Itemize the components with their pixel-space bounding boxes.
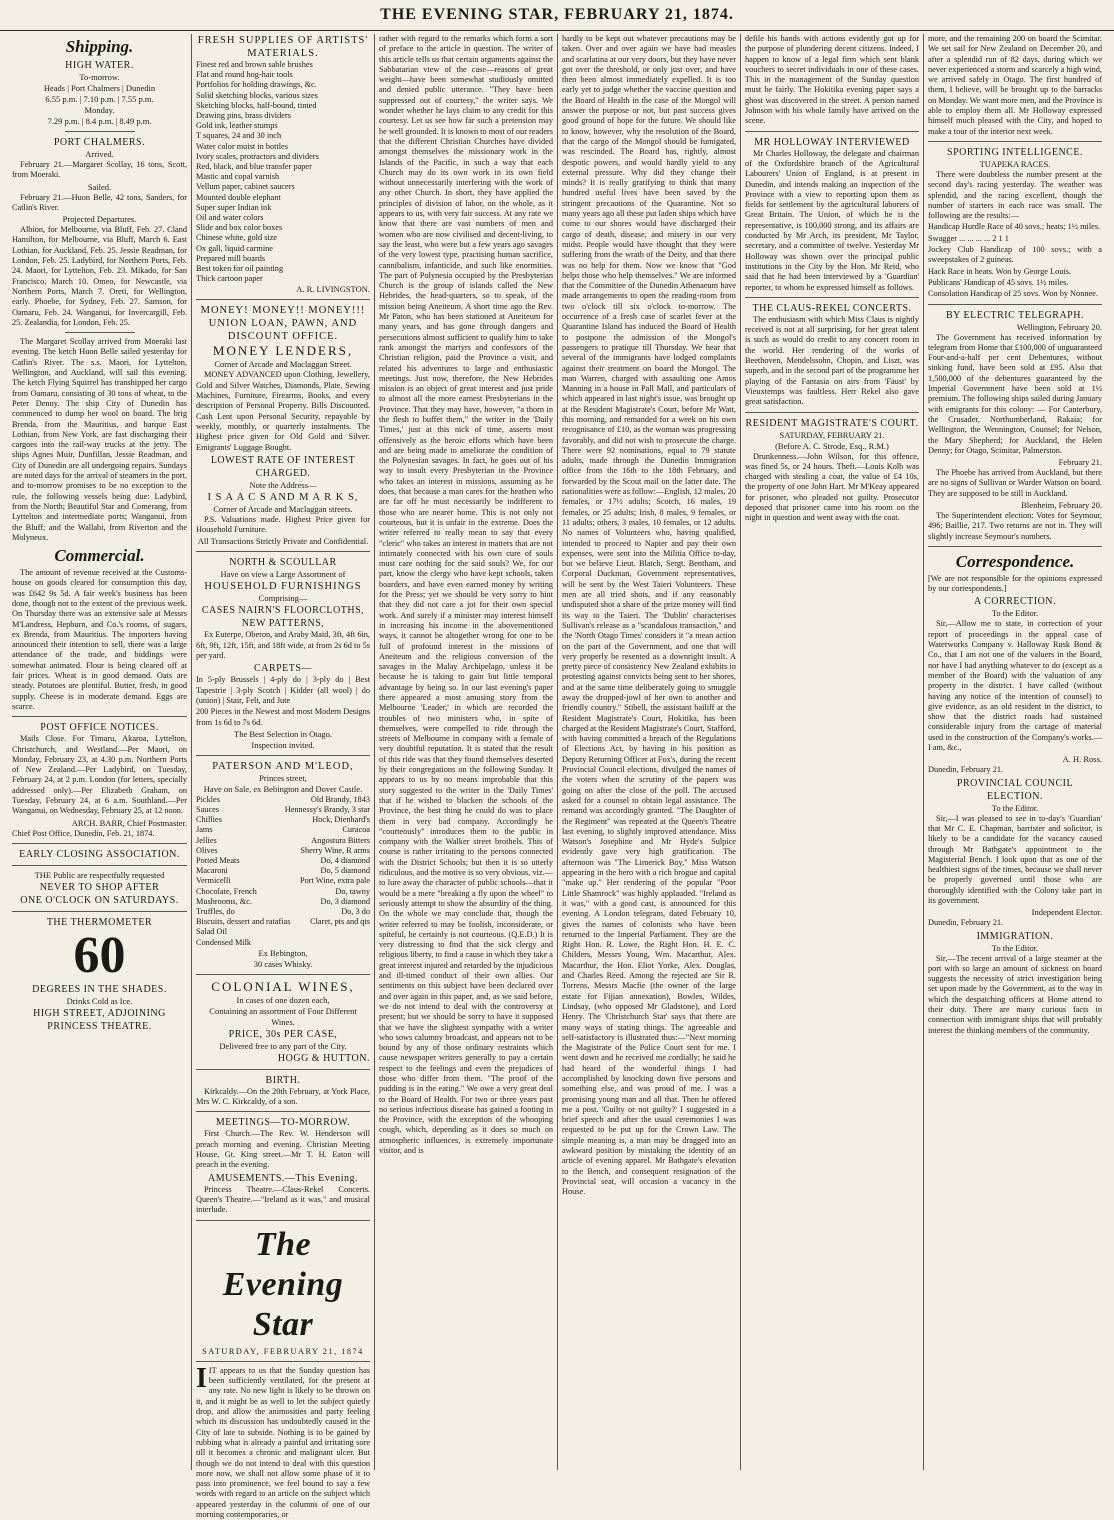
high-water-heading: HIGH WATER. [65, 60, 134, 71]
goods-left: Mushrooms, &c. [196, 896, 253, 906]
goods-row [196, 856, 370, 866]
early-closing-heading: EARLY CLOSING ASSOCIATION. [19, 848, 180, 860]
fresh-item: Drawing pins, brass dividers [196, 111, 291, 121]
goods-left: Chocolate, French [196, 886, 257, 896]
fresh-item: Prepared mill boards [196, 253, 266, 263]
hack-race: Hack Race in heats. Won by George Louis. [928, 266, 1072, 276]
fresh-item: Oil and water colors [196, 213, 264, 223]
immigration-text: Sir,—The recent arrival of a large steamer at the port with so large an amount of sickness on board suggests the necessity of strict investigation being set upon made by the Government, as to the way in which the despatching officers at Home attend to their duty. There are many curious facts in connection with immigrant ships that will probably interest the thinking members of the community. [928, 953, 1102, 1035]
jockey-club: Jockey Club Handicap of 100 sovs.; with a sweepstakes of 2 guineas. [928, 245, 1102, 265]
fresh-item: Gold ink, leather stumps [196, 121, 278, 131]
goods-left: Macaroni [196, 866, 228, 876]
public-requested: THE Public are respectfully requested [34, 869, 165, 880]
post-office-text: Mails Close. For Timaru, Akaroa, Lyttelton, Christchurch, and Westland.—Per Maori, on Monday, February 23, at 4.30 p.m. Northern Ports of New Zealand.—Per Ladybird, on Tuesday, February 24, at 2 p.m. London (for letters, specially addressed only).—Per Elizabeth Graham, on Tuesday, February 24, at 6 a.m. Southland.—Per Wanganui, on Wednesday, February 25, at 12 noon. [12, 734, 187, 816]
never-shop: NEVER TO SHOP AFTER [39, 881, 160, 893]
fresh-item: Mastic and copal varnish [196, 172, 280, 182]
paterson-sub: Have on Sale, ex Bebington and Dover Castle. [203, 783, 363, 794]
phoebe-text: The Phoebe has arrived from Auckland, but there are no signs of Sullivan or Warder Watson on board. They are supposed to be still in Auckland. [928, 468, 1102, 498]
correction-text: Sir,—Allow me to state, in correction of your report of proceedings in the appeal case of Waterworks Company v. Halloway Rusk Bond & Co., that I am not one of the valuers in the Board, nor have I had anything whatever to do (except as a member of the Board) with the valuation of any property in the district. I have called (without having any notice of the intention of counsel) to give evidence, as an old resident in the district, to show that the district roads had sustained considerable injury from the cartage of material used in the construction of the Company's works.—I am, &c., [928, 619, 1102, 753]
birth-heading: BIRTH. [265, 1074, 301, 1086]
fresh-item: Ivory scales, protractors and dividers [196, 151, 319, 161]
column-4 [557, 34, 740, 1470]
shipping-heading: Shipping. [65, 37, 134, 56]
goods-left: Olives [196, 845, 218, 855]
court-heading: RESIDENT MAGISTRATE'S COURT. [745, 417, 919, 429]
tide-row-1: 6.55 p.m. | 7.10 p.m. | 7.55 p.m. [45, 94, 154, 104]
arrived-label: Arrived. [85, 149, 114, 159]
to-editor-3: To the Editor. [991, 942, 1039, 953]
money-lenders-heading: MONEY LENDERS, [212, 343, 354, 359]
goods-left: Biscuits, dessert and ratafias [196, 917, 291, 927]
feb-21-label: February 21. [1058, 457, 1102, 468]
fresh-item: Finest red and brown sable brushes [196, 60, 313, 69]
goods-left: Vermicelli [196, 876, 231, 886]
goods-left: Truffles, do [196, 907, 235, 917]
fresh-item: Best token for oil painting [196, 264, 284, 274]
column-2 [191, 34, 374, 1519]
price-label: PRICE, 30s PER CASE, [228, 1028, 338, 1040]
livingston-sig: A. R. LIVINGSTON. [296, 284, 370, 295]
goods-list [196, 795, 370, 948]
post-place: Chief Post Office, Dunedin, Feb. 21, 1874. [12, 828, 155, 838]
goods-row [196, 907, 370, 917]
blenheim-place: Blenheim, February 20. [1021, 499, 1102, 510]
column-5 [740, 34, 923, 1470]
money-text: MONEY ADVANCED upon Clothing, Jewellery, Gold and Silver Watches, Diamonds, Plate, Sewing Machines, Furniture, Firearms, Books, and every description of Personal Property. Bills Discounted. Cash Lent upon Personal Security, repayable by weekly, monthly, or quarterly instalments. The Highest price given for Old Gold and Silver. Emigrants' Luggage Bought. [196, 370, 370, 452]
fresh-item: Slide and box color boxes [196, 223, 283, 233]
column-3-text: rather with regard to the remarks which form a sort of preface to the article in question. The writer of this article tells us that certain arguments against the Sabbatarian view of the case—reasons of great weight—have been somewhat studiously omitted and denied public utterance. "They have been suppressed out of courtesy," the writer says. We wonder whether he lays claim to any credit for this courtesy. Let us see how far such a pretension may be well grounded. It is known to most of our readers that the different Christian Churches have divided amongst themselves the missionary work in the Islands of the Pacific, in such a way that each Church may do its own work in its own field without unnecessarily interfering with the work of any other Church. In short, they have applied the principles of division of labor, on the whole, as it appears to us, with very fair success. At any rate we know that there are vast numbers of men and women who are now civilised and decent-living, to say the least, who were but a few years ago savages of the very lowest type, practising human sacrifice, cannibalism, infanticide, and such like enormities. The part of Polynesia occupied by the Presbyterian Church is the group of islands called the New Hebrides, the head-quarters, so to speak, of the mission being Aneiteum. A short time ago the Rev. Mr Paton, who has been stationed at Aneiteum for many years, and has gone through dangers and persecutions almost sufficient to qualify him to take rank amongst the martyrs and confessors of the Christian religion, paid the Province a visit, and related his adventures to large and enthusiastic meetings. Just now, therefore, the New Hebrides mission is an object of great interest and just pride to almost all the more earnest Presbyterians in the Province. That they may have, however, "a thorn in the flesh to buffet them," the writer in the 'Daily Times,' just at this nick of time, asserts most offensively as the heroic efforts which have been and are being made to ameliorate the condition of the Polynesian savages. In fact, he goes out of his way to insult every Presbyterian in the Province who takes an interest in missions, assuming as he does, that because a man cares for the heathen who are far off he must necessarily be indifferent to those who are nearer home. This is not only not courteous, but it is unfair in the extreme. Does the writer referred to really mean to say that every "cleric" who takes an interest in matters that are not intimately connected with his own cure of souls must care nothing for the said souls? We, for our part, know the clergy who have kept schools, taken boarders, and have even earned money by writing for the Press; yet we should be very sorry to hint that they did not care a jot for their own special work. And surely if a minister may interest himself in increasing his income in the abovementioned ways, it cannot be altogether wrong for one to be full of profound interest in the missions of Aneiteum and the religious conversion of the savages in the Malay Archipelago, unless it be because he is taking to gain but little temporal advantage by being so. In our last evening's paper there appeared a most amusing story from the Melbourne 'Leader,' in which are recorded the troubles of two ministers who, in spite of themselves, were compelled to ride through the streets of Melbourne in company with a female of very doubtful reputation. It is stated that the result of this ride was that they found themselves deserted by their congregations on the following Sunday. It appears to us by no means improbable that this story suggested to the writer in the 'Daily Times' that if he wished to blacken the schools of the Province, the best thing he could do was to place them in very bad company. Accordingly he "courteously" introduces them to the public in company with the Walker street brothels. This of course is rather irritating to the persons connected with the District Schools; but then it is so utterly ridiculous, and the motive is so very obvious, viz.—to lure away the character of public schools—that it would be a mere "breaking a fly upon the wheel" to seriously attempt to show the absurdity of the thing. On the whole we may conclude that, though the writer referred to may be foolish, inconsiderate, or spiteful, he certainly is not courteous. (Q.E.D.) It is very distressing to find that the sick clergy and religious liberty, to find a cause in which they take a great interest injured and retarded by the injudicious and ill-timed conduct of their own allies. Our sentiments on this subject have been declared over and over again in this paper, and, as we said before, we do not intend to deal with the controversy at present; but we should be sorry to have it supposed that we have the slightest sympathy with a writer who sows calumny broadcast, and appears not to be bound by any of those ordinary restraints which cause newspaper writers generally to pay a certain respect to the feelings and even the prejudices of those who differ from them. "The proof of the pudding is in the eating." We owe a very great deal to the Board of Health. For two or three years past no serious infectious disease has gained a footing in the Province, with the exception of the whooping cough, which, depending as it does so much on atmospheric influences, is extremely importunate visitor, and is [379, 34, 553, 1156]
holloway-text: Mr Charles Holloway, the delegate and chairman of the Oxfordshire branch of the Agricultural Labourers' Union of England, is at present in Dunedin, and intends making an inspection of the Province with a view to reporting upon them as fields for settlement by the agricultural laborers of Great Britain. The Union, of which he is the representative, is 100,000 strong, and its affairs are conducted by Mr Arch, its president, Mr Taylor, secretary, and a committee of twelve. Yesterday Mr Holloway was shown over the principal public institutions in the City by the Hon. Mr Reid, who said that he had been interviewed by a 'Guardian' reporter, to whom he expressed himself as follows. [745, 148, 919, 292]
publicans-handicap: Publicans' Handicap of 45 sovs. 1½ miles. [928, 277, 1069, 287]
goods-left: Salad Oil [196, 927, 228, 937]
goods-left: Condensed Milk [196, 937, 252, 947]
high-street-address: HIGH STREET, ADJOINING PRINCESS THEATRE. [33, 1007, 166, 1032]
goods-right: Angostura Bitters [311, 835, 370, 845]
goods-row [196, 887, 370, 897]
editorial-dropcap: I [196, 1362, 207, 1394]
princes-street: Princes street, [259, 772, 307, 783]
goods-row [196, 897, 370, 907]
degrees-label: DEGREES IN THE SHADES. [32, 983, 167, 995]
column-6-top: more, and the remaining 200 on board the Scimitar. We set sail for New Zealand on December 20, and after a splendid run of 82 days, during which we never experienced a storm and scarcely a high wind, we arrived safely in Otago. The first hundred of them, I believe, will be brought up to the barracks on Monday. We want more men, and the Province is able to employ them all. Mr Holloway expressed himself much pleased with the City, and hoped to make a tour of the interior next week. [928, 34, 1102, 136]
one-oclock: ONE O'CLOCK ON SATURDAYS. [20, 894, 179, 906]
fresh-item: Thick cartoon paper [196, 274, 263, 284]
tuapeka-text: There were doubtless the number present at the second day's racing yesterday. The weather was splendid, and the racing excellent, though the number of starters in each race was small. The following are the results:— [928, 169, 1102, 221]
claus-heading: THE CLAUS-REKEL CONCERTS. [752, 302, 912, 314]
isaacs-ps: P.S. Valuations made. Highest Price given for Household Furniture. [196, 514, 370, 535]
projected-label: Projected Departures. [62, 214, 137, 225]
floorcloths-text: Ex Euterpe, Oberon, and Araby Maid, 3ft, 4ft 6in, 6ft, 9ft, 12ft, 15ft, and 18ft wide, at from 2s 6d to 5s per yard. [196, 630, 370, 661]
hogg-hutton: HOGG & HUTTON. [277, 1052, 370, 1064]
goods-left: Jellies [196, 835, 217, 845]
goods-left: Chillies [196, 815, 222, 825]
drinks-label: Drinks Cold as Ice. [66, 995, 133, 1006]
goods-left: Pickles [196, 794, 220, 804]
fresh-item: Vellum paper, cabinet saucers [196, 182, 295, 192]
column-6 [923, 34, 1106, 1470]
fresh-item: Red, black, and blue transfer paper [196, 162, 312, 172]
carpet-list: In 5-ply Brussels | 4-ply do | 3-ply do | Best Tapestrie | 3-ply Scotch | Kidder (all wool) | do (union) | Stair, Felt, and Jute [196, 675, 370, 705]
isaacs-address: Corner of Arcade and Maclaggan streets. [213, 503, 353, 514]
have-on-view: Have on view a Large Assortment of [220, 569, 346, 580]
whisky-cases: 30 cases Whisky. [253, 958, 313, 969]
lowest-rate: LOWEST RATE OF INTEREST CHARGED. [210, 454, 356, 479]
amusements-text: Princess Theatre.—Claus-Rekel Concerts. Queen's Theatre.—"Ireland as it was," and musical interlude. [196, 1184, 370, 1215]
court-text: Drunkenness.—John Wilson, for this offence, was fined 5s, or 24 hours. Theft.—Louis Kolb was charged with stealing a coat, the value of £4 10s, the property of one John Hart. Mr M'Keay appeared for prisoner, who pleaded not guilty. Prosecutor deposed that prisoner came into his room on the night in question and went away with the coat. [745, 451, 919, 523]
amusements-heading: AMUSEMENTS.—This Evening. [208, 1172, 358, 1184]
best-selection: The Best Selection in Otago. [234, 728, 332, 739]
goods-right: Do, 3 diamond [320, 896, 370, 906]
tide-heads: Heads | Port Chalmers | Dunedin [43, 83, 156, 93]
court-before: (Before A. C. Strode, Esq., R.M.) [775, 440, 889, 451]
wines-label: Wines. [271, 1016, 295, 1027]
immigration-heading: IMMIGRATION. [976, 930, 1054, 942]
masthead-title: THE EVENING STAR, FEBRUARY 21, 1874. [380, 6, 734, 23]
arrived-text: February 21.—Margaret Scollay, 16 tons, Scott, from Moeraki. [12, 160, 187, 180]
projected-text: Albion, for Melbourne, via Bluff, Feb. 27. Cland Hamilton, for Melbourne, via Bluff, March 6. East Lothian, for Auckland, Feb. 25. Jessie Readman, for London, Feb. 25. Ladybird, for Northern Ports, Feb. 24. Maori, for Lyttelton, Feb. 23. Mikado, for San Francisco, March 10. Omeo, for Newcastle, via Northern Ports, March 7. Oreti, for Wellington, early. Phoebe, for Sydney, Feb. 27. Samson, for Oamaru, Feb. 24. Wanganui, for Invercargill, Feb. 25. Zealandia, for London, Feb. 25. [12, 225, 187, 327]
goods-right: Do, 4 diamond [320, 856, 370, 866]
goods-row [196, 846, 370, 856]
to-editor-1: To the Editor. [991, 608, 1039, 619]
goods-right: Claret, pts and qts [310, 917, 370, 927]
goods-left: Jams [196, 825, 213, 835]
goods-row [196, 866, 370, 876]
correction-place: Dunedin, February 21. [928, 765, 1004, 775]
goods-right: Curacoa [342, 825, 370, 835]
column-4-text: hardly to be kept out whatever precautions may be taken. Over and over again we have had measles and scarlatina at our very doors, but they have never got over the threshold, or only just over, and have then been almost immediately expelled. It is too early yet to judge whether the vaccine question and the Board of Health in the case of the Mongol will answer the purpose or not, but past success gives good ground of hope for the future. We should like to know, however, why the resolution of the Board, that the cargo of the Mongol should be fumigated, was rescinded. The Board has, rightly, almost despotic powers, and would hardly yield to any external pressure. Why did they change their minds? It is really gratifying to think that many hundred useful lives have been saved by the stringent precautions of the Quarantine. Not so many years ago all these put laden ships which have come to our shores would have discharged their cargo of death, disease, and misery in our very midst. People would have thought that they were suffering from the wrath of the Deity, and that there was no help for them. Now we know that "God helps those who help themselves." We are informed that the Committee of the Dunedin Athenaeum have made arrangements to open the reading-room from two o'clock till six o'clock to-morrow. The occurrence of a fresh case of scarlet fever at the Quarantine Island has induced the Board of Health to postpone the admission of the Mongol's passengers to pratique till Thursday. We hear that several of the immigrants have lodged complaints against their treatment on board the Mongol. The man Warren, charged with assaulting one Amos Manning in a house in Pall Mall, and particulars of which appeared in last night's issue, was brought up at the Resident Magistrate's Court, before Mr Watt, this morning, and remanded for a week on his own recognisance of £10, as the woman was progressing favorably, and did not wish to prosecute the charge. There were 92 nominations, equal to 79 statute adults, made through the Dunedin Immigration office from the 16th to the 18th February, and forwarded by the Scout mail on the latter date. The nationalities were as follow:—English, 12 males, 20 females, or 17½ adults; Scotch, 16 males, 19 females, or 25 adults; Irish, 8 males, 9 females, or 11 adults; others, 3 males, 10 females, or 12 adults. No names of Volunteers who, having qualified, intended to proceed to Napier and pay their own expenses, were sent into the Militia Office to-day, but we believe Lieut. Blatch, Sergt. Bentham, and Corporal Duckman, Government representatives, will be sent by the West Taieri Volunteers. These men are all tried shots, and if any reasonably undisputed shot a share of the prize money will find its way to the Taieri. The 'Dublin' characterises Sullivan's release as a "scandalous transaction," and the 'North Otago Times' considers it "a mean action on the part of the Government, and one that will very properly be resented as a downright insult. A pretty piece of consistency New Zealand exhibits in protesting against convicts being sent to her shores, and at the same time deliberately going to smuggle away the dropped-jowl of her own to another and friendly country." Stibell, the assistant bailiff at the Resident Magistrate's Court, Hokitika, has been charged at the Resident Magistrate's Court, Stafford, with having committed a breach of the Regulations of Elections Act, by having in his position as Deputy Returning Officer at Fox's, during the recent Provincial Council elections, divulged the names of the voters when the scrutiny of the papers was going on after the close of the poll. The accused asked for a counsel to obtain legal assistance. The remand was accordingly granted. "The Daughter of the Regiment" was repeated at the Queen's Theatre last evening, to slightly improved attendance. Miss Watson's Josephine and Mr Hyde's Sulpice evidently gave very high gratification. The afternoon was "The Limerick Boy," Miss Watson appearing in the hero with a rich brogue and capital "make up." Her rendering of the popular "Poor Little Shamrock" was highly applauded. "Ireland as it was," with a good cast, is announced for this evening. A London telegram, dated February 10, gives the names of colonists who have been returned to the Imperial Parliament. They are the Right Hon. R. Lowe, the Right Hon. H. E. C. Childers, Messrs Young, Wm. Macarthur, Alex. Macarthur, the Hon. Eliot Yorke, Alex. Douglas, and Charles Reed. Among the rejected are Sir R. Torrens, Messrs Macfie (the owner of the large estate for Fijian annexation), Bowles, Wildes, Lindsay, (who opposed Mr Gladstone), and Lord Henry. The 'Christchurch Star' says that there are many ways of stating things. The agreeable and self-satisfactory is illustrated thus:—"Next morning the Magistrate of the Police Court sent for me. I went down and he received me cordially; he said he had heard of the wonderful things I had accomplished by knocking down five persons and something else, and was proud of me. I was a promising young man and all that. Then he offered me a post. 'Guilty or not guilty?' I suggested in a brief speech and after the usual ceremonies I was requested to be put up for the Crown Law. The simple meaning is, a man may be dragged into an awkward position by mistaking the identity of an article of evening apparel. Mr Bathgate's elevation to the Bench, and consequent resignation of the Provincial seat, will occasion a vacancy in the House. [562, 34, 736, 1197]
comprising: Comprising— [258, 593, 308, 604]
to-editor-2: To the Editor. [991, 802, 1039, 813]
paterson-heading: PATERSON AND M'LEOD, [212, 760, 354, 772]
commercial-text: The amount of revenue received at the Customs-house on goods cleared for consumption this day, was £642 9s 5d. A fair week's business has been done, though not to the extent of the previous week. On Thursday there was an extensive sale at Messrs M'Landress, Hepburn, and Co.'s rooms, of sugars, ex Brenda, from Mauritius. The importers having announced their intention to sell, there was a large attendance of the trade, and biddings were somewhat animated. Flour is being cleared off at fair prices. Wheat is in good demand. Oats are steady. Potatoes are plentiful. Butter, fresh, in good supply. Cheese is in moderate demand. Eggs are scarce. [12, 568, 187, 711]
fresh-item: Water color moist in bottles [196, 141, 288, 151]
post-signature: ARCH. BARR, Chief Postmaster. [71, 817, 187, 828]
colonial-wines: COLONIAL WINES, [211, 978, 355, 994]
delivered: Delivered free to any part of the City. [219, 1040, 347, 1051]
floorcloths: CASES NAIRN'S FLOORCLOTHS, NEW PATTERNS, [201, 605, 365, 630]
port-chalmers-heading: PORT CHALMERS. [53, 137, 146, 148]
correction-sig: A. H. Ross. [1062, 754, 1102, 765]
sailed-label: Sailed. [87, 181, 112, 192]
column-3 [374, 34, 557, 1470]
inspection-invited: Inspection invited. [251, 739, 315, 750]
fresh-item: Flat and round hog-hair tools [196, 70, 293, 80]
birth-text: Kirkcaldy.—On the 20th February, at York Place, Mrs W. C. Kirkcaldy, of a son. [196, 1086, 370, 1107]
court-date: SATURDAY, FEBRUARY 21. [779, 429, 885, 440]
fresh-item: Ox gall, liquid carmine [196, 243, 273, 253]
provincial-sig: Independent Elector. [1031, 907, 1102, 918]
goods-right: Sherry Wine, R arms [300, 845, 370, 855]
correspondence-heading: Correspondence. [955, 551, 1075, 571]
meetings-heading: MEETINGS—TO-MORROW. [215, 1117, 351, 1129]
sporting-heading: SPORTING INTELLIGENCE. [947, 146, 1083, 158]
goods-row [196, 825, 370, 835]
handicap-hurdle: Handicap Hurdle Race of 40 sovs.; heats; 1½ miles. [928, 222, 1101, 232]
goods-left: Sauces [196, 805, 220, 815]
fresh-supplies-heading: FRESH SUPPLIES OF ARTISTS' MATERIALS. [197, 35, 369, 59]
holloway-heading: MR HOLLOWAY INTERVIEWED [754, 136, 910, 148]
fresh-item: Solid sketching blocks, various sizes [196, 90, 318, 100]
goods-right: Do, tawny [335, 886, 370, 896]
goods-row [196, 876, 370, 886]
columns [8, 34, 1106, 1519]
goods-right: Hock, Dienhard's [312, 815, 370, 825]
provincial-text: Sir,—I was pleased to see in to-day's 'Guardian' that Mr C. E. Chapman, barrister and solicitor, is likely to be a candidate for the vacancy caused through Mr Bathgate's appointment to the Magisterial Bench. I look upon that as one of the healthiest signs of the times, because we shall never be properly governed until those who are thoroughly identified with the Colony take part in its government. [928, 813, 1102, 905]
goods-row [196, 938, 370, 948]
corner-address: Corner of Arcade and Maclaggan Street. [214, 359, 352, 370]
fresh-item: Mounted double elephant [196, 192, 281, 202]
goods-row [196, 815, 370, 825]
goods-right: Do, 5 diamond [320, 866, 370, 876]
union-loan-heading: UNION LOAN, PAWN, AND DISCOUNT OFFICE. [208, 318, 358, 343]
telegraph-text: The Government has received information by telegram from Home that £100,000 of unguaranteed Four-and-a-half per cent Debentures, without sinking fund, have been sold at £95. Also that 1,500,000 of the debentures guaranteed by the Imperial Government have been sold at 1½ premium. The following ships sailed during January with emigrants for this colony: — For Canterbury, the Crusader, Northumberland, Rakaia; for Wellington, the Wennington, Counsel; for Nelson, the Mary Shepherd; for Auckland, the Helen Denny; for Otago, Scimitar, Palmerston. [928, 332, 1102, 455]
column-1 [8, 34, 191, 1470]
isaacs-marks: I S A A C S AND M A R K S, [207, 491, 359, 503]
telegraph-place: Wellington, February 20. [1016, 321, 1102, 332]
goods-row [196, 917, 370, 927]
fresh-item: Super super Indian ink [196, 202, 272, 212]
provincial-place: Dunedin, February 21. [928, 918, 1004, 928]
tuapeka-heading: TUAPEKA RACES. [979, 158, 1051, 169]
column-5-top: defile his hands with actions evidently got up for the purpose of plundering decent citizens. Indeed, I happen to know of a legal firm which sent blank vouchers to secret individuals in one of these cases. This in the management of the Sunday question must be fairly. The Hokitika evening paper says a ghost was discovered in the street. A person named Johnson with his whole family have arrived on the scene. [745, 34, 919, 126]
all-transactions: All Transactions Strictly Private and Confidential. [197, 536, 369, 547]
goods-right: Port Wine, extra pale [299, 876, 370, 886]
fresh-item: Portfolios for holding drawings, &c. [196, 80, 317, 90]
correction-heading: A CORRECTION. [973, 596, 1057, 608]
goods-right: Old Brandy, 1843 [310, 794, 370, 804]
monday-label: Monday. [84, 105, 115, 115]
goods-right: Do, 3 do [341, 907, 370, 917]
blenheim-text: The Superintendent election: Votes for Seymour, 496; Baillie, 217. Two returns are not in. They will slightly increase Seymour's numbers. [928, 510, 1102, 541]
commercial-heading: Commercial. [54, 546, 145, 566]
masthead [0, 0, 1114, 31]
sailed-text: February 21.—Huon Belle, 42 tons, Sanders, for Catlin's River. [12, 192, 187, 212]
goods-row [196, 836, 370, 846]
fresh-item: Chinese white, gold size [196, 233, 278, 243]
telegraph-heading: BY ELECTRIC TELEGRAPH. [946, 309, 1084, 321]
editorial-date: SATURDAY, FEBRUARY 21, 1874 [202, 1346, 364, 1356]
containing: Containing an assortment of Four Different [209, 1005, 357, 1016]
money-heading: MONEY! MONEY!! MONEY!!! [200, 305, 366, 317]
claus-text: The enthusiasm with which Miss Claus is nightly received is not at all surprising, for her great talent is such as would do credit to any concert room in the world. Her rendering of the works of Beethoven, Mendelssohn, Chopin, and Liszt, was superb, and in the second part of the programme her playing of the Fantasia on airs from 'Faust' by Vieuxtemps was faultless. Herr Rekel also gave great satisfaction. [745, 314, 919, 407]
handicap-result: Swagger ... ... ... ... 2 1 1 [928, 233, 1009, 243]
thermometer-heading: THE THERMOMETER [46, 916, 153, 928]
colonial-sub: In cases of one dozen each, [236, 994, 330, 1005]
consolation-handicap: Consolation Handicap of 25 sovs. Won by Nonnee. [928, 289, 1098, 299]
editorial-text [196, 1362, 370, 1520]
goods-row [196, 795, 370, 805]
fresh-item: T squares, 24 and 30 inch [196, 131, 282, 141]
shipping-news: The Margaret Scollay arrived from Moeraki last evening. The ketch Huon Belle sailed yesterday for Catlin's River. The s.s. Maori, for Lyttelton, Wellington, and Auckland, will sail this evening. The ketch Flying Squirrel has transhipped her cargo from Oamaru, consisting of 30 tons of wheat, to the Peter Denny. The ship City of Dunedin has commenced to dump her wool on board. The brig Brenda, from the Mauritius, and barque East Lothian, from New York, are fast discharging their cargoes into the rail-way trucks at the jetty. The ships Agnes Muir, Dunfillan, Jessie Readman, and City of Dunedin are all undergoing repairs. Sundays are noted days for the arrival of steamers in the port, and to-morrow promises to be no exception to the rule, the following vessels being due: Ladybird, from the North; Beautiful Star and Comerang, from Lyttelton and intermediate ports; Wanganui, from the Bluff; and the Wallabi, from Riverton and the Molyneux. [12, 337, 187, 542]
tide-row-2: 7.29 p.m. | 8.4 p.m. | 8.49 p.m. [47, 116, 152, 126]
household-furnishings: HOUSEHOLD FURNISHINGS [204, 581, 362, 593]
goods-left: Potted Meats [196, 856, 240, 866]
tomorrow-label: To-morrow. [79, 72, 120, 82]
fresh-items-list [196, 60, 370, 284]
goods-row [196, 805, 370, 815]
north-scoullar: NORTH & SCOULLAR [229, 557, 337, 569]
fresh-item: Sketching blocks, half-bound, tinted [196, 100, 317, 110]
note-address: Note the Address— [249, 479, 317, 490]
post-office-heading: POST OFFICE NOTICES. [40, 722, 159, 734]
meetings-text: First Church.—The Rev. W. Henderson will preach morning and evening. Christian Meeting House, Gt. King street.—Mr T. H. Eaton will preach in the evening. [196, 1129, 370, 1170]
goods-row [196, 927, 370, 937]
provincial-heading: PROVINCIAL COUNCIL ELECTION. [956, 777, 1074, 802]
degrees-value: 60 [73, 926, 126, 984]
evening-star-title: The Evening Star [222, 1225, 344, 1343]
correspondence-note: [We are not responsible for the opinions expressed by our correspondents.] [928, 573, 1102, 594]
ex-bebington: Ex Bebington, [258, 947, 308, 958]
carpets-heading: CARPETS— [254, 663, 312, 675]
carpet-note: 200 Pieces in the Newest and most Modern Designs from 1s 6d to 7s 6d. [196, 707, 370, 727]
editorial-body: IT appears to us that the Sunday question has been sufficiently ventilated, for the present at any rate. No new light is likely to be thrown on it, and it might be as well to let the subject quietly drop, and allow the animosities and party feeling which its discussion has undoubtedly caused in the City of late to subside. Nothing is to be gained by rubbing what is already a painful and irritating sore till it becomes a chronic and malignant ulcer. But though we do not intend to deal with this question more now, we shall not allow some phase of it to pass into prominence, we feel bound to say a few words with regard to an article on the subject which appeared yesterday in the columns of one of our morning contemporaries, or [196, 1365, 370, 1519]
goods-right: Hennessy's Brandy, 3 star [284, 805, 370, 815]
